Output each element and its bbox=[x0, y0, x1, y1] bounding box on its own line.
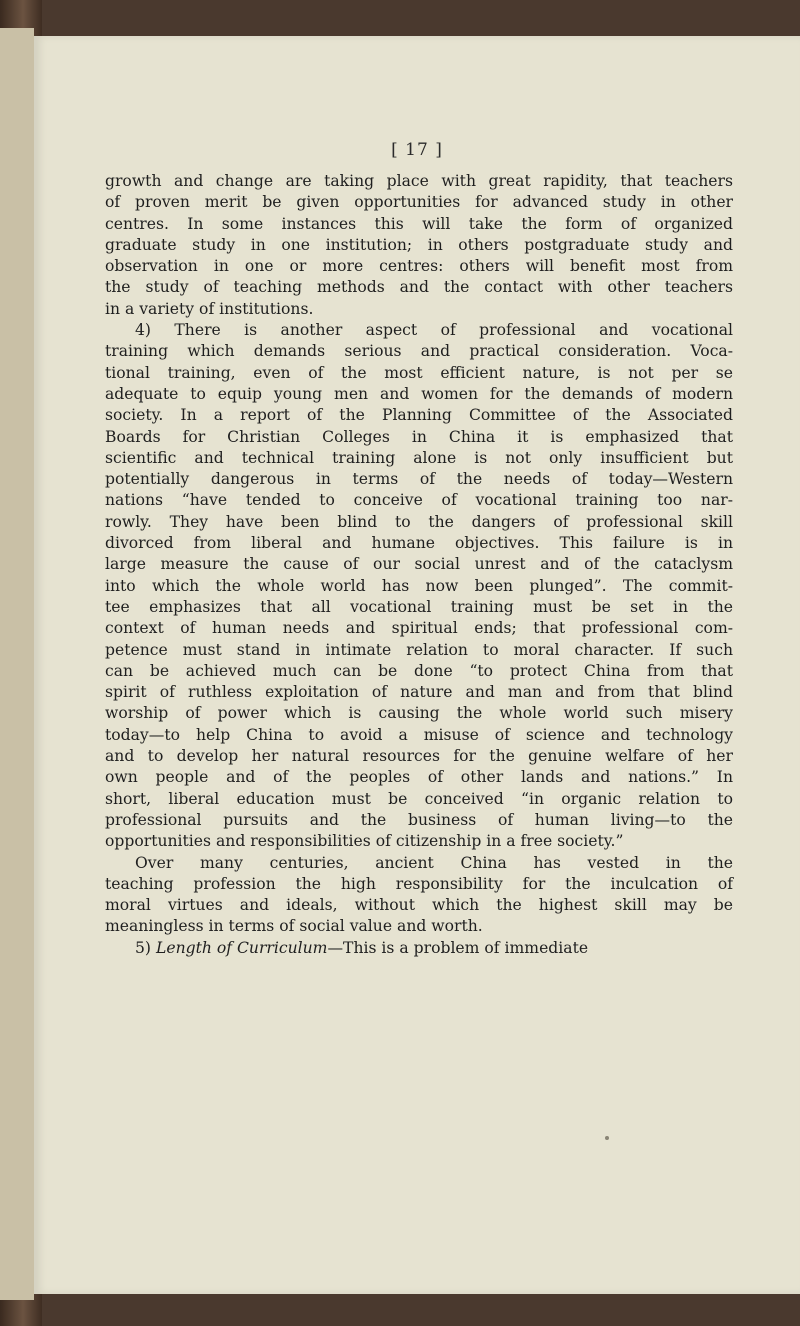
text-line: the study of teaching methods and the contact with other teachers bbox=[105, 278, 733, 297]
text-line: graduate study in one institution; in others postgraduate study and bbox=[105, 235, 733, 254]
text-line: spirit of ruthless exploitation of nature and man and from that blind bbox=[105, 683, 733, 702]
section-heading: Length of Curriculum bbox=[155, 938, 328, 957]
paragraph-number: 5) bbox=[135, 938, 152, 957]
text-line: tee emphasizes that all vocational training must be set in the bbox=[105, 597, 733, 616]
text-line: in a variety of institutions. bbox=[105, 299, 314, 318]
text-line: centres. In some instances this will take the form of organized bbox=[105, 214, 733, 233]
text-line: petence must stand in intimate relation to moral character. If such bbox=[105, 640, 733, 659]
text-line: tional training, even of the most efficient nature, is not per se bbox=[105, 363, 733, 382]
text-line: own people and of the peoples of other lands and nations.” In bbox=[105, 768, 733, 787]
text-line: adequate to equip young men and women for the demands of modern bbox=[105, 384, 733, 403]
text-line: moral virtues and ideals, without which the highest skill may be bbox=[105, 896, 733, 915]
last-paragraph-line bbox=[105, 938, 733, 959]
paragraph-text: —This is a problem of immediate bbox=[327, 938, 589, 957]
book-page bbox=[34, 36, 800, 1294]
text-line: today—to help China to avoid a misuse of science and technology bbox=[105, 725, 733, 744]
text-line: opportunities and responsibilities of citizenship in a free society.” bbox=[105, 832, 624, 851]
text-line: rowly. They have been blind to the dangers of professional skill bbox=[105, 512, 733, 531]
text-line: nations “have tended to conceive of vocational training too nar- bbox=[105, 491, 733, 510]
page-number: [ 17 ] bbox=[391, 140, 443, 160]
text-line: worship of power which is causing the whole world such misery bbox=[105, 704, 733, 723]
text-line: Over many centuries, ancient China has vested in the bbox=[135, 853, 733, 872]
text-line: of proven merit be given opportunities for advanced study in other bbox=[105, 193, 733, 212]
text-line: professional pursuits and the business of human living—to the bbox=[105, 810, 733, 829]
text-line: 4) There is another aspect of professional and vocational bbox=[135, 321, 733, 340]
page-edge bbox=[0, 28, 34, 1300]
text-line: meaningless in terms of social value and worth. bbox=[105, 917, 483, 936]
text-line: potentially dangerous in terms of the needs of today—Western bbox=[105, 470, 733, 489]
text-line: divorced from liberal and humane objectives. This failure is in bbox=[105, 534, 733, 553]
text-line: scientific and technical training alone is not only insufficient but bbox=[105, 448, 733, 467]
text-line: short, liberal education must be conceived “in organic relation to bbox=[105, 789, 733, 808]
text-line: context of human needs and spiritual ends; that professional com- bbox=[105, 619, 733, 638]
text-line: training which demands serious and practical consideration. Voca- bbox=[105, 342, 733, 361]
text-line: can be achieved much can be done “to protect China from that bbox=[105, 661, 733, 680]
text-line: teaching profession the high responsibility for the inculcation of bbox=[105, 874, 733, 893]
text-line: society. In a report of the Planning Committee of the Associated bbox=[105, 406, 733, 425]
text-line: observation in one or more centres: others will benefit most from bbox=[105, 257, 733, 276]
text-line: into which the whole world has now been plunged”. The commit- bbox=[105, 576, 733, 595]
body-text bbox=[105, 171, 733, 959]
text-line: Boards for Christian Colleges in China it is emphasized that bbox=[105, 427, 733, 446]
text-line: growth and change are taking place with great rapidity, that teachers bbox=[105, 172, 733, 190]
text-line: and to develop her natural resources for the genuine welfare of her bbox=[105, 747, 733, 766]
text-line: large measure the cause of our social unrest and of the cataclysm bbox=[105, 555, 733, 574]
paper-speck bbox=[605, 1136, 609, 1140]
